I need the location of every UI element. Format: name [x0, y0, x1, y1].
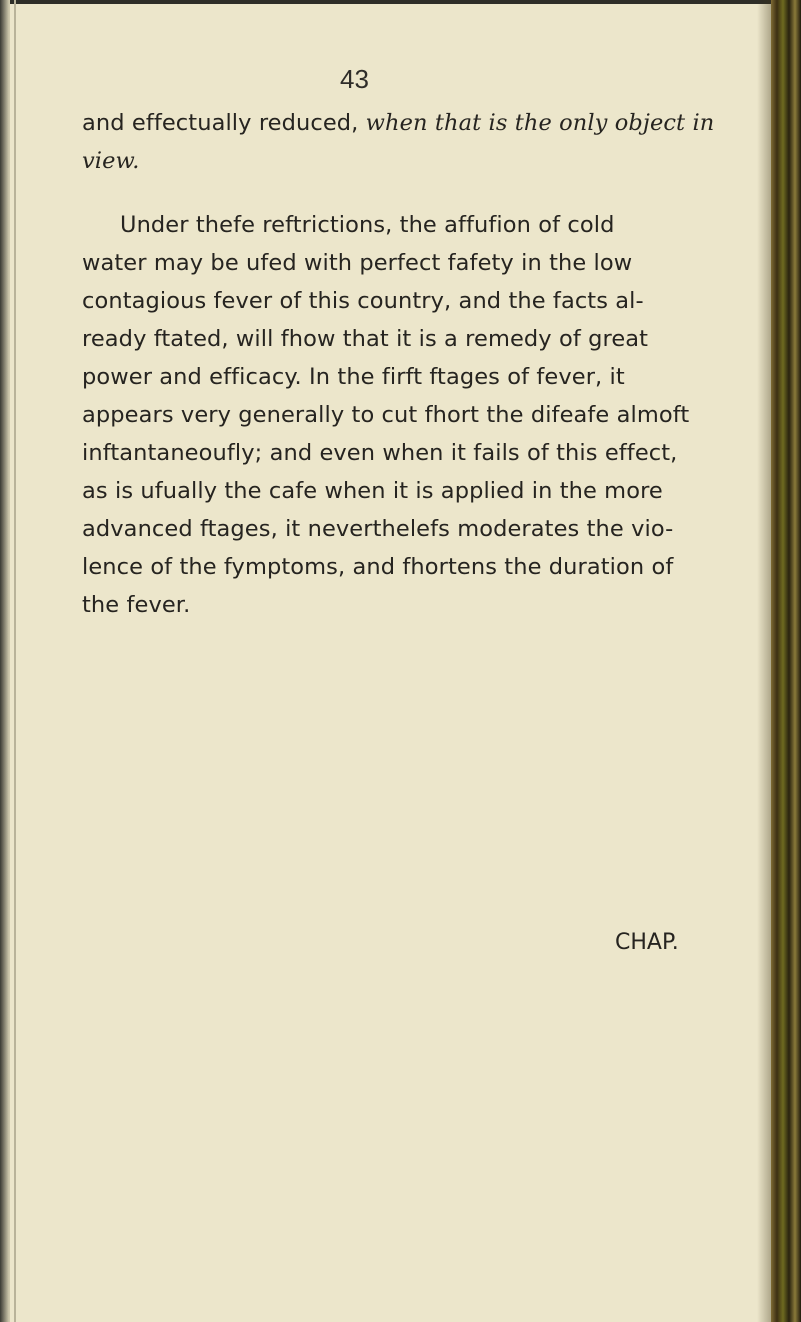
- text-line-7: power and efficacy. In the firft ftages of fever, it: [82, 364, 625, 390]
- text-line-11: advanced ftages, it neverthelefs moderates the vio-: [82, 516, 674, 542]
- text-line-8: appears very generally to cut fhort the difeafe almoft: [82, 402, 690, 428]
- text-line-4: water may be ufed with perfect fafety in the low: [82, 250, 633, 276]
- text-line-6: ready ftated, will fhow that it is a remedy of great: [82, 326, 649, 352]
- text-line-1: [82, 104, 722, 142]
- page-number: 43: [340, 64, 369, 94]
- paragraph-gap: [82, 180, 722, 206]
- text-line-1-roman: and effectually reduced,: [82, 110, 366, 136]
- catchword: CHAP.: [615, 930, 679, 955]
- text-line-5: contagious fever of this country, and the facts al-: [82, 288, 644, 314]
- book-binding: [771, 0, 801, 1322]
- text-line-2: view.: [82, 148, 140, 174]
- binding-shadow: [757, 0, 771, 1322]
- page-top-edge: [0, 0, 801, 4]
- text-line-3: Under thefe reftrictions, the affufion of cold: [120, 212, 615, 238]
- text-line-12: lence of the fymptoms, and fhortens the duration of: [82, 554, 674, 580]
- text-line-1-italic: when that is the only object in: [365, 110, 715, 136]
- page-left-rule: [14, 0, 16, 1322]
- page-left-edge: [0, 0, 10, 1322]
- text-line-13: the fever.: [82, 592, 191, 618]
- body-text: [82, 104, 722, 624]
- text-line-9: inftantaneoufly; and even when it fails of this effect,: [82, 440, 678, 466]
- text-line-10: as is ufually the cafe when it is applied in the more: [82, 478, 663, 504]
